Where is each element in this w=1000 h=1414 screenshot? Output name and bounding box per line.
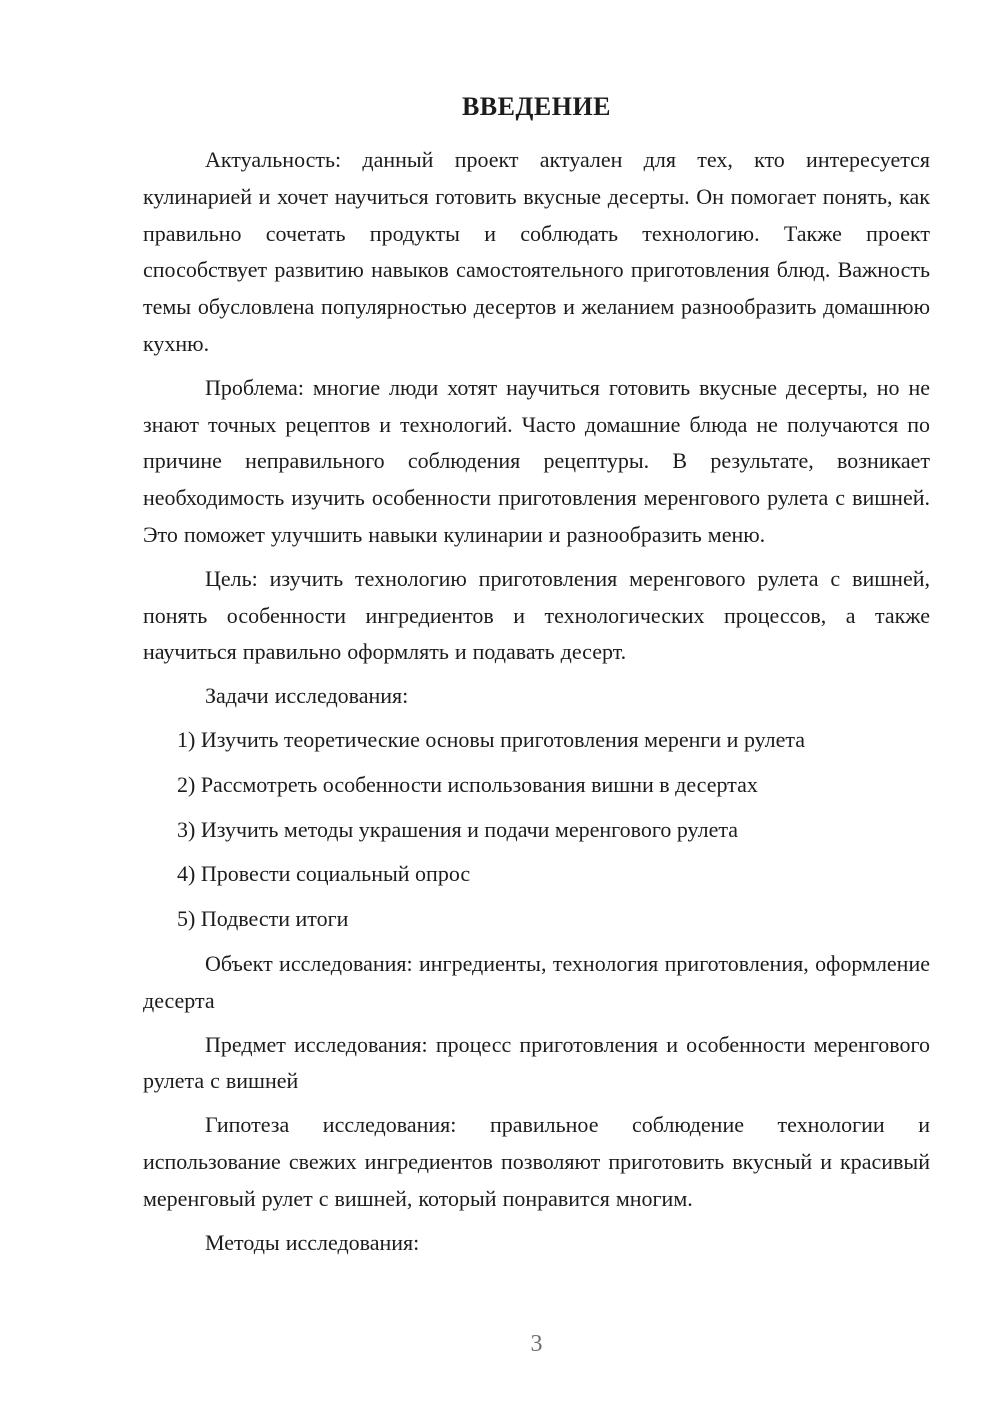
paragraph-subject: Предмет исследования: процесс приготовления и особенности меренгового рулета с вишней <box>143 1031 930 1094</box>
task-item-5: 5) Подвести итоги <box>177 906 349 932</box>
paragraph-problem: Проблема: многие люди хотят научиться готовить вкусные десерты, но не знают точных рецептов и технологий. Часто домашние блюда не получаются по причине неправильного соблюдения рецептуры. В результате, возникает необходимость изучить особенности приготовления меренгового рулета с вишней. Это поможет улучшить навыки кулинарии и разнообразить меню. <box>143 374 930 547</box>
task-item-1: 1) Изучить теоретические основы приготовления меренги и рулета <box>177 726 806 752</box>
paragraph-relevance: Актуальность: данный проект актуален для тех, кто интересуется кулинарией и хочет научиться готовить вкусные десерты. Он помогает понять, как правильно сочетать продукты и соблюдать технологию. Также проект способствует развитию навыков самостоятельного приготовления блюд. Важность темы обусловлена популярностью десертов и желанием разнообразить домашнюю кухню. <box>143 147 930 356</box>
paragraph-hypothesis: Гипотеза исследования: правильное соблюдение технологии и использование свежих ингредиентов позволяют приготовить вкусный и красивый меренговый рулет с вишней, который понравится многим. <box>143 1112 930 1211</box>
paragraph-object: Объект исследования: ингредиенты, технология приготовления, оформление десерта <box>143 950 930 1013</box>
paragraph-goal: Цель: изучить технологию приготовления меренгового рулета с вишней, понять особенности ингредиентов и технологических процессов, а также научиться правильно оформлять и подавать десерт. <box>143 565 930 665</box>
methods-heading: Методы исследования: <box>205 1229 420 1255</box>
tasks-heading: Задачи исследования: <box>205 683 409 709</box>
task-item-3: 3) Изучить методы украшения и подачи меренгового рулета <box>177 816 738 842</box>
page-title: ВВЕДЕНИЕ <box>461 92 612 121</box>
task-item-4: 4) Провести социальный опрос <box>177 861 471 887</box>
page-number: 3 <box>530 1331 543 1357</box>
document-content <box>143 0 930 1268</box>
task-item-2: 2) Рассмотреть особенности использования вишни в десертах <box>177 771 758 797</box>
